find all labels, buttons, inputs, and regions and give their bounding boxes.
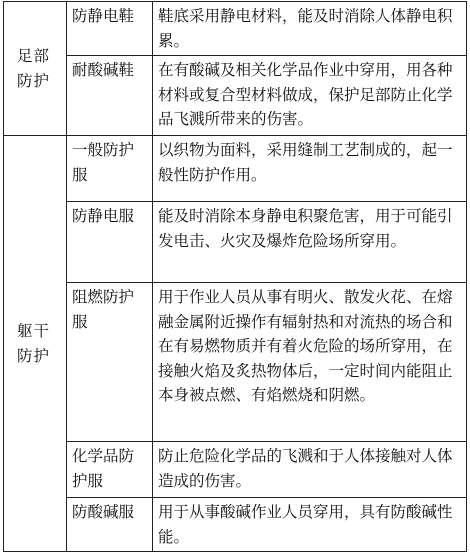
category-cell-torso [4,136,67,552]
item-desc: 能及时消除本身静电积聚危害，用于可能引发电击、火灾及爆炸危险场所穿用。 [153,202,467,283]
table-row [4,202,467,283]
item-name: 防静电鞋 [67,2,153,56]
category-label: 躯干防护 [17,322,51,365]
ppe-table [3,1,467,552]
table-row [4,442,467,498]
item-name: 防酸碱服 [67,498,153,552]
item-desc: 鞋底采用静电材料，能及时消除人体静电积累。 [153,2,467,56]
item-desc: 用于从事酸碱作业人员穿用，具有防酸碱性能。 [153,498,467,552]
item-name: 防静电服 [67,202,153,283]
item-desc: 以织物为面料，采用缝制工艺制成的，起一般性防护作用。 [153,136,467,202]
table-row [4,56,467,136]
item-name: 耐酸碱鞋 [67,56,153,136]
table-row [4,498,467,552]
category-cell-foot [4,2,67,136]
item-name: 一般防护服 [67,136,153,202]
item-name: 化学品防护服 [67,442,153,498]
category-label: 足部防护 [17,47,51,90]
item-desc: 防止危险化学品的飞溅和于人体接触对人体造成的伤害。 [153,442,467,498]
item-desc: 在有酸碱及相关化学品作业中穿用，用各种材料或复合型材料做成，保护足部防止化学品飞溅所带来的伤害。 [153,56,467,136]
item-desc: 用于作业人员从事有明火、散发火花、在熔融金属附近操作有辐射热和对流热的场合和在有易燃物质并有着火危险的场所穿用，在接触火焰及炙热物体后，一定时间内能阻止本身被点燃、有焰燃烧和阴燃。 [153,283,467,442]
table-row [4,2,467,56]
table-row [4,283,467,442]
item-name: 阻燃防护服 [67,283,153,442]
table-row [4,136,467,202]
